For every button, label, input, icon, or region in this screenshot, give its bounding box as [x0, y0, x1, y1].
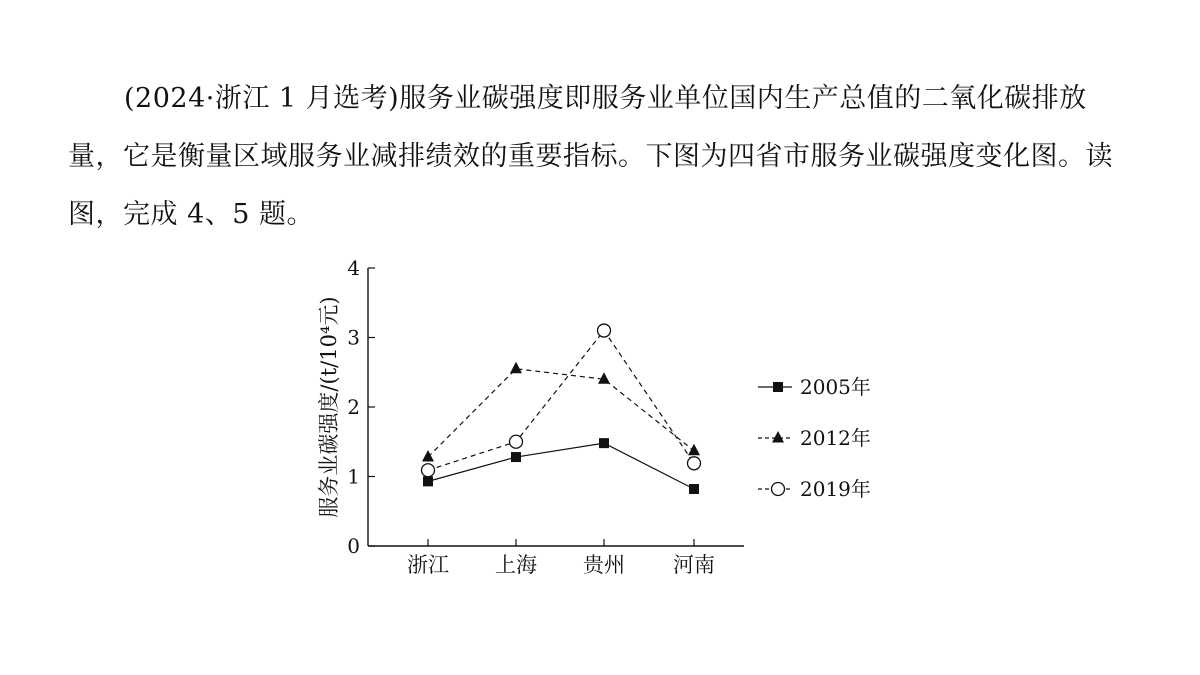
data-point	[423, 476, 433, 486]
data-point	[511, 452, 521, 462]
series-2	[422, 324, 701, 477]
legend-marker	[773, 382, 783, 392]
data-point	[689, 484, 699, 494]
legend-marker	[772, 483, 785, 496]
data-point	[599, 438, 609, 448]
question-body: 服务业碳强度即服务业单位国内生产总值的二氧化碳排放量，它是衡量区域服务业减排绩效的重要指标。下图为四省市服务业碳强度变化图。读图，完成 4、5 题。	[68, 83, 1113, 230]
legend-item	[758, 477, 871, 501]
x-tick-label: 贵州	[583, 553, 625, 577]
y-tick-label: 2	[347, 395, 360, 419]
legend-label: 2019年	[800, 477, 871, 501]
series-1	[422, 362, 700, 462]
chart-legend	[758, 375, 871, 501]
chart-axes	[347, 256, 744, 577]
legend-label: 2005年	[800, 375, 871, 399]
question-source: (2024·浙江 1 月选考)	[124, 83, 400, 114]
y-axis-label: 服务业碳强度/(t/10⁴元)	[317, 296, 341, 518]
data-point	[688, 457, 701, 470]
carbon-intensity-line-chart	[300, 250, 900, 590]
y-tick-label: 4	[347, 256, 360, 280]
question-text-block	[68, 70, 1138, 244]
x-tick-label: 上海	[495, 553, 537, 577]
series-line	[428, 443, 694, 489]
series-line	[428, 369, 694, 457]
y-tick-label: 1	[347, 464, 360, 489]
legend-label: 2012年	[800, 426, 871, 450]
series-line	[428, 331, 694, 471]
chart-series	[422, 324, 701, 494]
x-tick-label: 河南	[673, 553, 715, 577]
data-point	[598, 372, 610, 384]
series-0	[423, 438, 699, 494]
data-point	[510, 362, 522, 374]
data-point	[422, 450, 434, 462]
y-tick-label: 3	[347, 325, 360, 350]
y-tick-label: 0	[347, 534, 360, 558]
legend-item	[758, 426, 871, 450]
x-tick-label: 浙江	[407, 553, 449, 577]
legend-marker	[772, 431, 784, 443]
legend-item	[758, 375, 871, 399]
data-point	[422, 464, 435, 477]
data-point	[598, 324, 611, 337]
data-point	[510, 435, 523, 448]
data-point	[688, 444, 700, 456]
